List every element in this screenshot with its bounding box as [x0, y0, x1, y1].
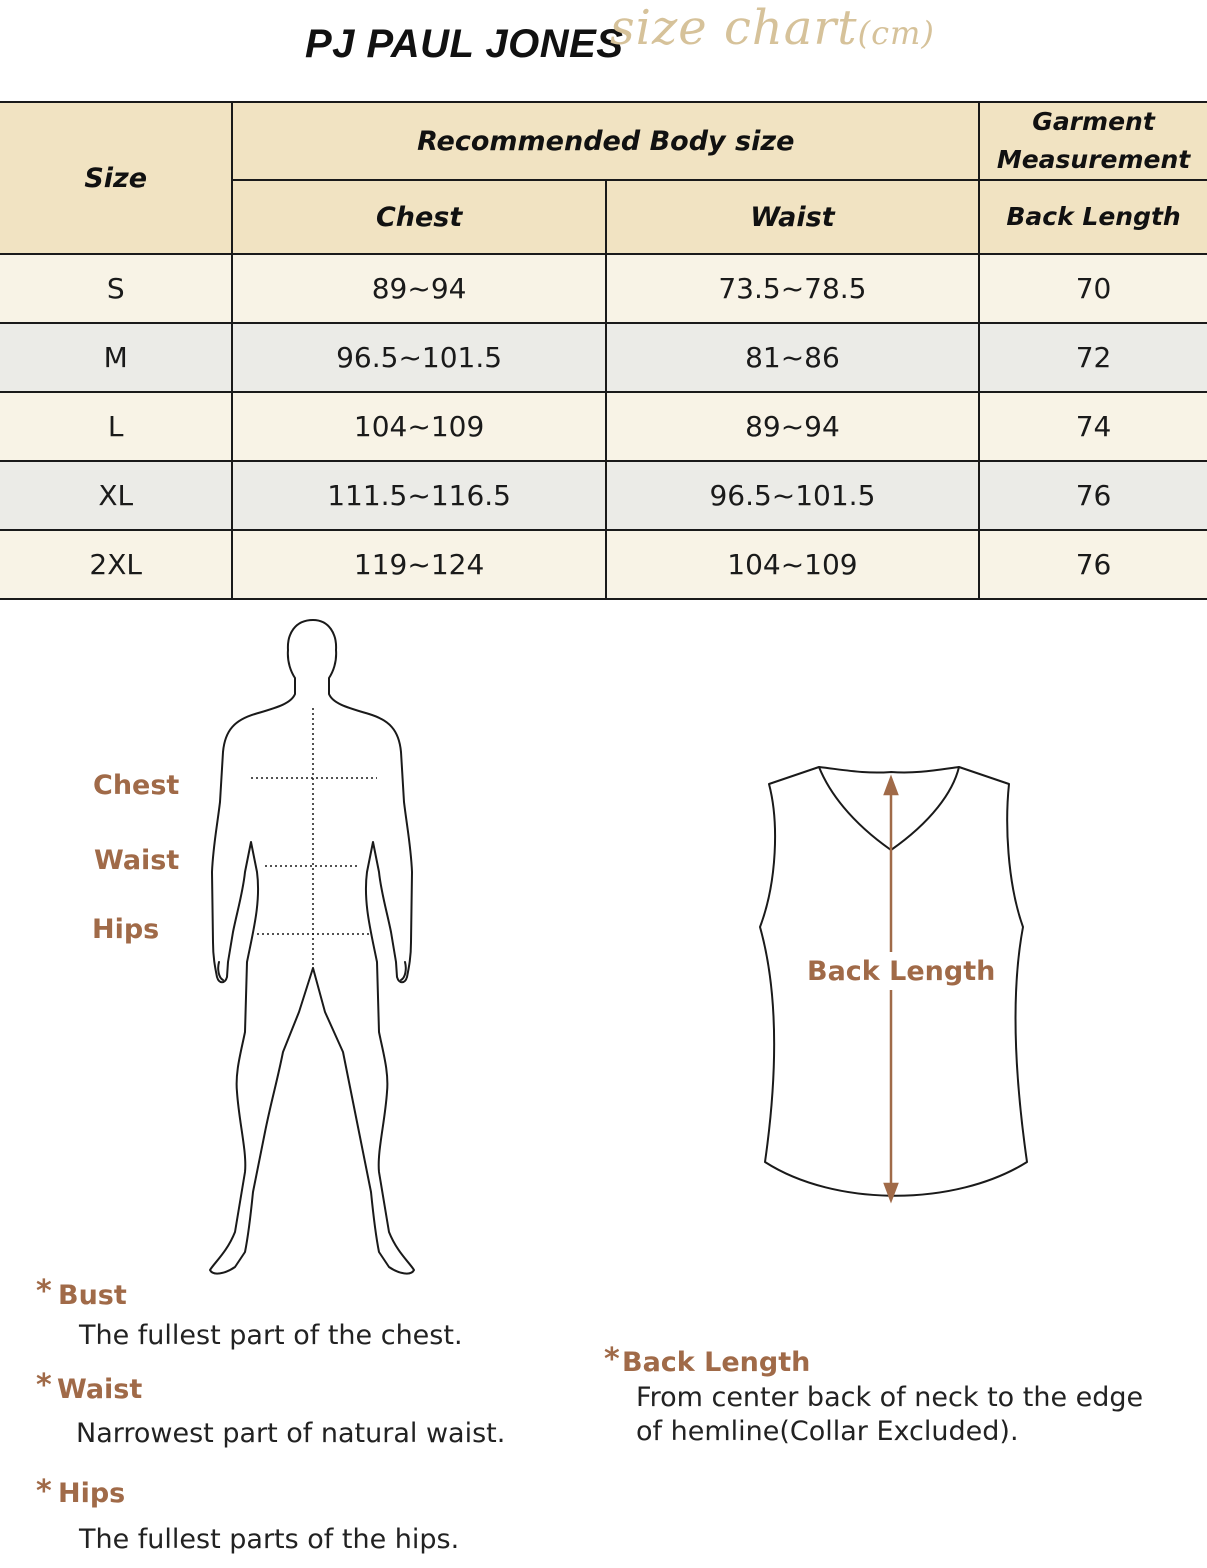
body-size-group-header: Recommended Body size [232, 102, 979, 180]
size-column-header: Size [0, 102, 232, 254]
size-cell: S [0, 254, 232, 323]
table-row [0, 254, 1207, 323]
unit-label: (cm) [857, 14, 935, 52]
waist-figure-label: Waist [94, 845, 180, 876]
chest-figure-label: Chest [93, 770, 180, 801]
chest-cell: 89~94 [232, 254, 605, 323]
size-cell: 2XL [0, 530, 232, 599]
waist-note-star: * [36, 1368, 52, 1403]
header [0, 0, 1207, 100]
chest-cell: 111.5~116.5 [232, 461, 605, 530]
size-chart-title [610, 0, 935, 56]
chest-cell: 104~109 [232, 392, 605, 461]
back-length-cell: 76 [979, 530, 1207, 599]
garment-header-line1: Garment [1032, 107, 1155, 136]
waist-column-header: Waist [606, 180, 979, 254]
bust-note-text: The fullest part of the chest. [79, 1320, 463, 1351]
back-length-cell: 72 [979, 323, 1207, 392]
chest-cell: 119~124 [232, 530, 605, 599]
brand-name: PJ PAUL JONES [305, 22, 624, 66]
waist-cell: 96.5~101.5 [606, 461, 979, 530]
hips-note-star: * [36, 1474, 52, 1509]
back-length-note-star: * [604, 1342, 620, 1377]
table-row [0, 392, 1207, 461]
size-table [0, 101, 1207, 600]
waist-note-text: Narrowest part of natural waist. [76, 1418, 506, 1449]
size-cell: L [0, 392, 232, 461]
chest-column-header: Chest [232, 180, 605, 254]
back-length-cell: 76 [979, 461, 1207, 530]
waist-cell: 89~94 [606, 392, 979, 461]
chest-cell: 96.5~101.5 [232, 323, 605, 392]
back-length-note-text-line1: From center back of neck to the edge [636, 1382, 1144, 1413]
waist-cell: 104~109 [606, 530, 979, 599]
body-outline-figure [195, 612, 435, 1282]
garment-header-line2: Measurement [996, 145, 1191, 174]
back-length-note-title: Back Length [622, 1347, 811, 1378]
bust-note-title: Bust [58, 1280, 127, 1311]
table-row [0, 530, 1207, 599]
hips-note-title: Hips [58, 1478, 126, 1509]
table-row [0, 323, 1207, 392]
back-length-column-header: Back Length [979, 180, 1207, 254]
size-cell: XL [0, 461, 232, 530]
waist-cell: 81~86 [606, 323, 979, 392]
size-cell: M [0, 323, 232, 392]
table-row [0, 461, 1207, 530]
garment-group-header [979, 102, 1207, 180]
hips-note-text: The fullest parts of the hips. [79, 1524, 460, 1555]
back-length-note-text-line2: of hemline(Collar Excluded). [636, 1416, 1019, 1447]
back-length-cell: 70 [979, 254, 1207, 323]
bust-note-star: * [36, 1274, 52, 1309]
back-length-figure-label: Back Length [807, 956, 996, 987]
hips-figure-label: Hips [92, 914, 160, 945]
waist-note-title: Waist [57, 1374, 143, 1405]
size-chart-word: size chart [610, 0, 858, 56]
back-length-cell: 74 [979, 392, 1207, 461]
waist-cell: 73.5~78.5 [606, 254, 979, 323]
